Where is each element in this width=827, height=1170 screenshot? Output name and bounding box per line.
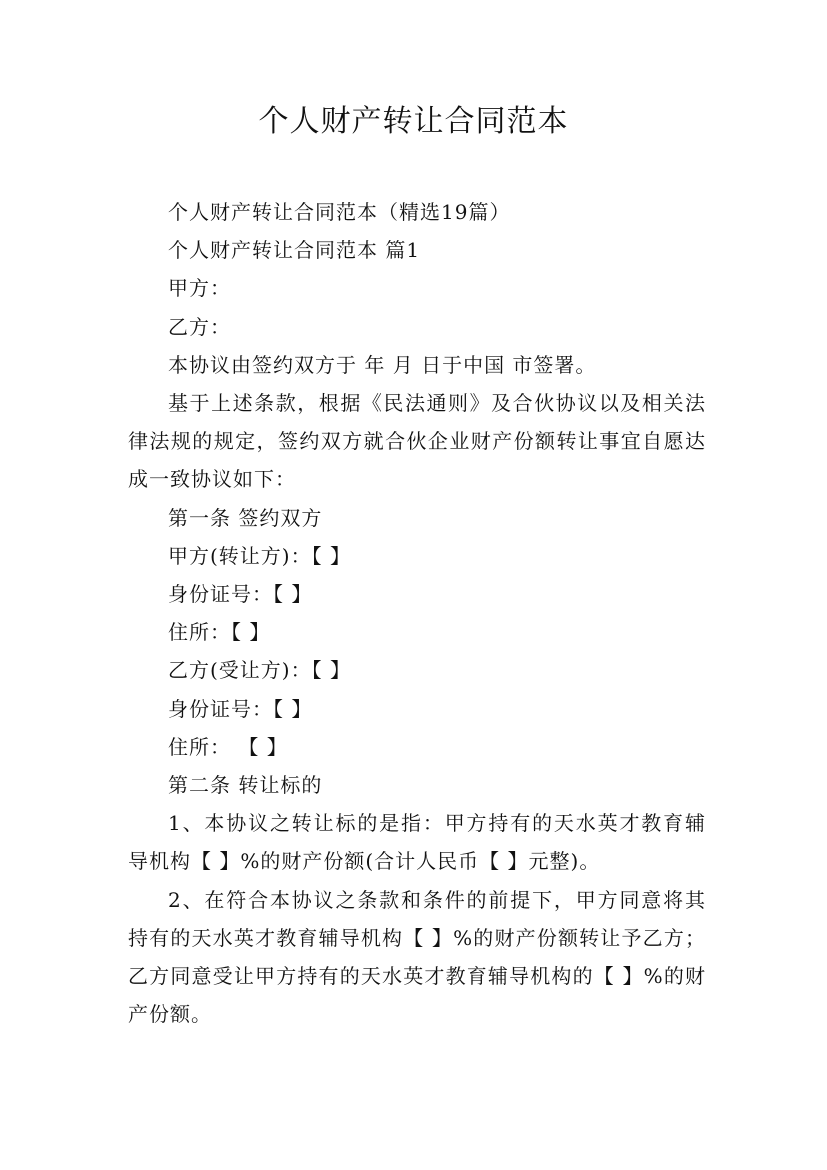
- paragraph-transferee: 乙方(受让方)：【 】: [168, 658, 351, 683]
- paragraph-transferee-address: 住所： 【 】: [168, 734, 288, 759]
- paragraph-transferor-address: 住所：【 】: [168, 620, 271, 645]
- document-title: 个人财产转让合同范本: [258, 104, 569, 139]
- paragraph-clause-2-item-2: 2、在符合本协议之条款和条件的前提下，甲方同意将其持有的天水英才教育辅导机构【 】%的财产份额转让予乙方；乙方同意受让甲方持有的天水英才教育辅导机构的【 】%的财产份额。: [128, 887, 706, 1027]
- paragraph-transferee-id: 身份证号：【 】: [168, 696, 313, 721]
- paragraph-signing: 本协议由签约双方于 年 月 日于中国 市签署。: [168, 352, 597, 377]
- paragraph-basis: 基于上述条款，根据《民法通则》及合伙协议以及相关法律法规的规定，签约双方就合伙企业财产份额转让事宜自愿达成一致协议如下：: [128, 391, 706, 492]
- document-body: [128, 193, 706, 1033]
- paragraph-article-heading: 个人财产转让合同范本 篇1: [168, 238, 421, 263]
- paragraph-party-a: 甲方：: [168, 276, 231, 301]
- paragraph-transferor-id: 身份证号：【 】: [168, 582, 313, 607]
- paragraph-transferor: 甲方(转让方)：【 】: [168, 543, 351, 568]
- paragraph-clause-2-item-1: 1、本协议之转让标的是指：甲方持有的天水英才教育辅导机构【 】%的财产份额(合计人民币【 】元整)。: [128, 811, 706, 874]
- paragraph-party-b: 乙方：: [168, 314, 231, 339]
- paragraph-clause-2-heading: 第二条 转让标的: [168, 773, 323, 798]
- paragraph-subtitle: 个人财产转让合同范本（精选19篇）: [168, 200, 511, 224]
- paragraph-clause-1-heading: 第一条 签约双方: [168, 505, 323, 530]
